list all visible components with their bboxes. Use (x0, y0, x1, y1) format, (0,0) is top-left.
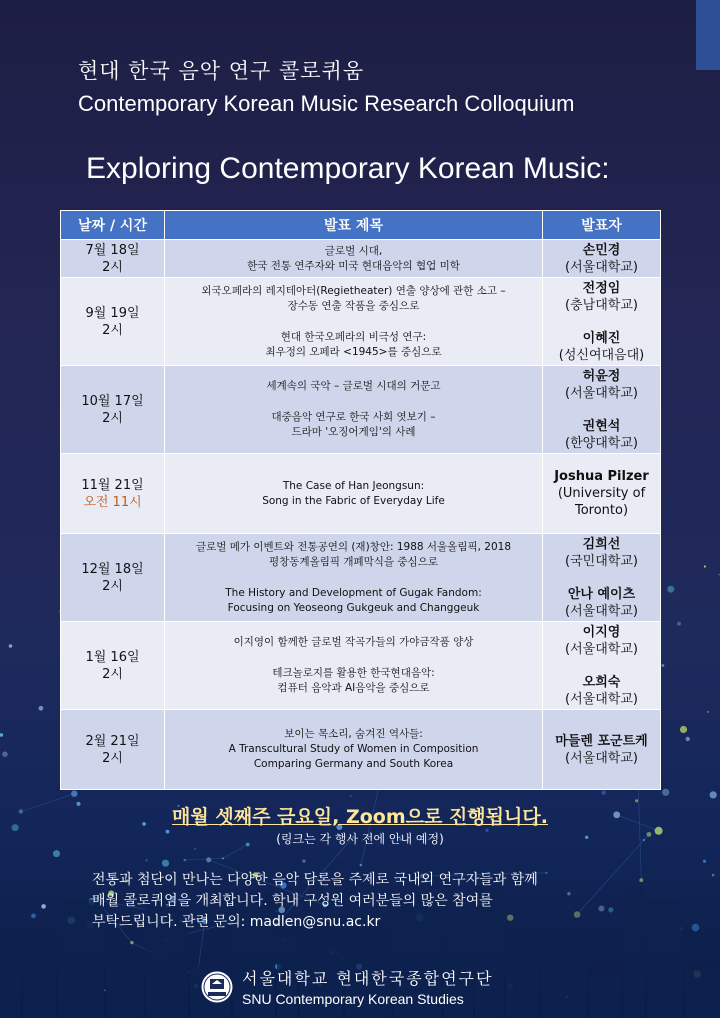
date-text: 1월 16일 (85, 649, 140, 665)
description-line: 전통과 첨단이 만나는 다양한 음악 담론을 주제로 국내외 연구자들과 함께 (92, 872, 538, 888)
speaker-cell (543, 622, 661, 710)
topic-cell (165, 366, 543, 454)
table-row (61, 622, 661, 710)
speaker-affiliation: (서울대학교) (565, 641, 638, 657)
column-header-date: 날짜 / 시간 (61, 211, 165, 240)
date-cell (61, 534, 165, 622)
topic-line: The Case of Han Jeongsun: (282, 479, 425, 492)
speaker-name: 오희숙 (582, 674, 621, 690)
header (78, 55, 574, 117)
date-cell (61, 454, 165, 534)
schedule-notice: 매월 셋째주 금요일, Zoom으로 진행됩니다. (172, 806, 548, 828)
table-row (61, 366, 661, 454)
speaker-affiliation: (서울대학교) (565, 385, 638, 401)
speaker-cell (543, 710, 661, 790)
speaker-affiliation: (서울대학교) (565, 750, 638, 766)
speaker-affiliation: (서울대학교) (565, 259, 638, 275)
speaker-affiliation: (서울대학교) (565, 603, 638, 619)
schedule-table (60, 210, 661, 790)
title-korean: 현대 한국 음악 연구 콜로퀴움 (78, 59, 365, 83)
topic-line: Comparing Germany and South Korea (253, 758, 454, 770)
date-cell (61, 366, 165, 454)
topic-line: Song in the Fabric of Everyday Life (262, 494, 445, 507)
footer (200, 966, 493, 1007)
date-cell (61, 622, 165, 710)
speaker-name: 권현석 (582, 418, 621, 434)
date-text: 7월 18일 (85, 242, 140, 258)
topic-line: 외국오페라의 레지테아터(Regietheater) 연출 양상에 관한 소고 – (201, 284, 506, 297)
time-text: 2시 (102, 666, 123, 682)
university-seal-icon (200, 970, 234, 1004)
speaker-affiliation: (국민대학교) (565, 553, 638, 569)
topic-cell (165, 240, 543, 278)
column-header-speaker: 발표자 (543, 211, 661, 240)
topic-line: 최우정의 오페라 <1945>를 중심으로 (265, 345, 442, 358)
topic-line: 보이는 목소리, 숨겨진 역사들: (284, 728, 423, 740)
speaker-name: 마들렌 포군트케 (555, 733, 648, 749)
table-header-row (61, 211, 661, 240)
speaker-cell (543, 366, 661, 454)
speaker-name: 허윤정 (582, 368, 621, 384)
speaker-name: 이지영 (582, 624, 621, 640)
description (92, 870, 672, 933)
speaker-cell (543, 278, 661, 366)
topic-line: 장수동 연출 작품을 중심으로 (287, 299, 420, 312)
speaker-name: Joshua Pilzer (554, 469, 649, 484)
link-notice: (링크는 각 행사 전에 안내 예정) (276, 832, 444, 846)
topic-cell (165, 278, 543, 366)
speaker-affiliation: (University of Toronto) (557, 486, 646, 518)
topic-cell (165, 454, 543, 534)
date-cell (61, 278, 165, 366)
description-line: 부탁드립니다. 관련 문의: madlen@snu.ac.kr (92, 914, 381, 930)
time-text: 2시 (102, 410, 123, 426)
topic-line: 글로벌 시대, (324, 244, 383, 257)
time-text: 2시 (102, 578, 123, 594)
topic-line: 드라마 '오징어게임'의 사례 (291, 426, 416, 438)
table-row (61, 710, 661, 790)
title-english: Contemporary Korean Music Research Colloquium (78, 91, 575, 116)
description-line: 매월 콜로퀴엄을 개최합니다. 학내 구성원 여러분들의 많은 참여를 (92, 893, 493, 909)
topic-line: A Transcultural Study of Women in Composition (228, 743, 479, 755)
speaker-name: 이혜진 (582, 330, 621, 346)
date-text: 9월 19일 (85, 305, 140, 321)
time-text: 오전 11시 (83, 494, 142, 510)
speaker-name: 손민경 (582, 242, 621, 258)
date-cell (61, 710, 165, 790)
topic-line: 대중음악 연구로 한국 사회 엿보기 – (271, 411, 436, 423)
footer-english: SNU Contemporary Korean Studies (242, 991, 464, 1007)
column-header-topic: 발표 제목 (165, 211, 543, 240)
topic-cell (165, 710, 543, 790)
topic-line: Focusing on Yeoseong Gukgeuk and Changgeuk (227, 601, 480, 614)
topic-line: 이지영이 함께한 글로벌 작곡가들의 가야금작품 양상 (233, 636, 474, 648)
topic-line: 컴퓨터 음악과 AI음악을 중심으로 (277, 682, 430, 694)
speaker-name: 김희선 (582, 536, 621, 552)
speaker-cell (543, 454, 661, 534)
topic-line: 세계속의 국악 – 글로벌 시대의 거문고 (266, 380, 441, 392)
topic-line: 한국 전통 연주자와 미국 현대음악의 협업 미학 (247, 259, 460, 272)
table-row (61, 240, 661, 278)
date-text: 11월 21일 (81, 477, 144, 493)
theme-title: Exploring Contemporary Korean Music: (86, 152, 610, 185)
topic-line: 테크놀로지를 활용한 한국현대음악: (272, 667, 435, 679)
time-text: 2시 (102, 322, 123, 338)
speaker-affiliation: (성신여대음대) (558, 347, 645, 363)
time-text: 2시 (102, 750, 123, 766)
footer-korean: 서울대학교 현대한국종합연구단 (242, 969, 494, 988)
topic-line: The History and Development of Gugak Fandom: (225, 586, 482, 599)
table-row (61, 454, 661, 534)
date-cell (61, 240, 165, 278)
speaker-affiliation: (서울대학교) (565, 691, 638, 707)
topic-line: 평창동계올림픽 개폐막식을 중심으로 (269, 555, 438, 568)
date-text: 12월 18일 (81, 561, 144, 577)
speaker-affiliation: (한양대학교) (565, 435, 638, 451)
topic-line: 글로벌 메가 이벤트와 전통공연의 (재)창안: 1988 서울올림픽, 2018 (195, 540, 512, 553)
speaker-name: 안나 예이츠 (567, 586, 636, 602)
date-text: 10월 17일 (81, 393, 144, 409)
time-text: 2시 (102, 259, 123, 275)
table-row (61, 534, 661, 622)
table-row (61, 278, 661, 366)
topic-line: 현대 한국오페라의 비극성 연구: (280, 330, 427, 343)
speaker-cell (543, 240, 661, 278)
date-text: 2월 21일 (85, 733, 140, 749)
topic-cell (165, 622, 543, 710)
speaker-cell (543, 534, 661, 622)
topic-cell (165, 534, 543, 622)
speaker-affiliation: (충남대학교) (565, 297, 638, 313)
speaker-name: 전정임 (582, 280, 621, 296)
